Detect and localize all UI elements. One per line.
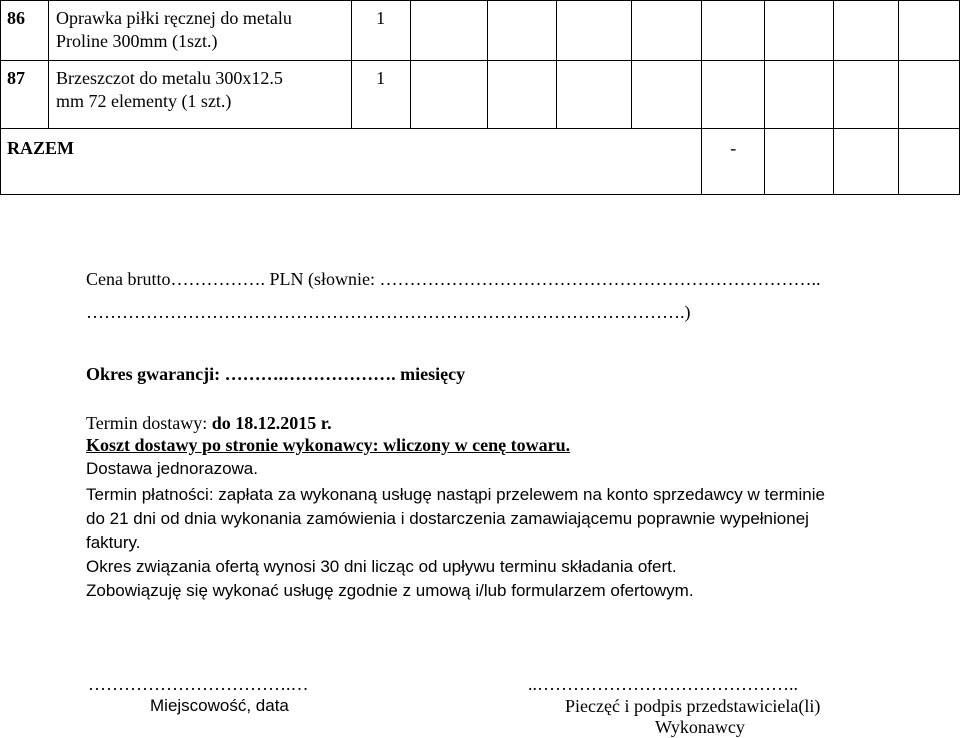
total-row: [1, 129, 960, 195]
delivery-term-value: do 18.12.2015 r.: [211, 413, 332, 433]
place-date-label: Miejscowość, data: [150, 696, 289, 715]
empty-cell: [557, 1, 632, 61]
empty-cell: [899, 61, 960, 129]
warranty-value: ……….………………. miesięcy: [224, 364, 466, 384]
total-label: RAZEM: [1, 129, 702, 195]
empty-cell: [487, 1, 557, 61]
table-row: [1, 1, 960, 61]
empty-cell: [834, 129, 899, 195]
contractor-label: Wykonawcy: [655, 717, 745, 737]
empty-cell: [410, 61, 487, 129]
price-line-1: Cena brutto……………. PLN (słownie: ………………………………………………………………..: [86, 269, 821, 289]
empty-cell: [899, 129, 960, 195]
offer-binding-period: Okres związania ofertą wynosi 30 dni licząc od upływu terminu składania ofert.: [86, 557, 677, 576]
empty-cell: [899, 1, 960, 61]
empty-cell: [632, 61, 702, 129]
row-number: 87: [1, 61, 49, 129]
delivery-term-label: Termin dostawy:: [86, 413, 208, 433]
warranty-line: [86, 364, 465, 385]
empty-cell: [702, 1, 765, 61]
delivery-single: Dostawa jednorazowa.: [86, 459, 258, 478]
signature-right-dots: ..……………………………………..: [528, 674, 798, 694]
total-value: -: [702, 129, 765, 195]
row-number: 86: [1, 1, 49, 61]
table-row: [1, 61, 960, 129]
stamp-signature-label: Pieczęć i podpis przedstawiciela(li): [565, 696, 821, 716]
empty-cell: [765, 61, 834, 129]
delivery-cost: Koszt dostawy po stronie wykonawcy: wliczony w cenę towaru.: [86, 435, 571, 455]
item-description: Oprawka piłki ręcznej do metalu Proline 300mm (1szt.): [48, 1, 351, 61]
signature-left-dots: …………………………….…: [88, 674, 309, 694]
empty-cell: [410, 1, 487, 61]
empty-cell: [557, 61, 632, 129]
price-line-2: ……………………………………………………………………………………….): [86, 302, 691, 322]
items-table: [0, 0, 960, 195]
empty-cell: [702, 61, 765, 129]
payment-line-3: faktury.: [86, 533, 141, 552]
commitment-statement: Zobowiązuję się wykonać usługę zgodnie z umową i/lub formularzem ofertowym.: [86, 581, 694, 600]
empty-cell: [632, 1, 702, 61]
item-description: Brzeszczot do metalu 300x12.5 mm 72 elementy (1 szt.): [48, 61, 351, 129]
empty-cell: [765, 1, 834, 61]
empty-cell: [834, 61, 899, 129]
delivery-term: [86, 413, 332, 434]
payment-line-2: do 21 dni od dnia wykonania zamówienia i dostarczenia zamawiającemu poprawnie wypełnionej: [86, 509, 809, 528]
warranty-label: Okres gwarancji:: [86, 364, 221, 384]
item-quantity: 1: [351, 1, 410, 61]
empty-cell: [834, 1, 899, 61]
payment-line-1: Termin płatności: zapłata za wykonaną usługę nastąpi przelewem na konto sprzedawcy w terminie: [86, 485, 825, 504]
empty-cell: [765, 129, 834, 195]
item-quantity: 1: [351, 61, 410, 129]
empty-cell: [487, 61, 557, 129]
